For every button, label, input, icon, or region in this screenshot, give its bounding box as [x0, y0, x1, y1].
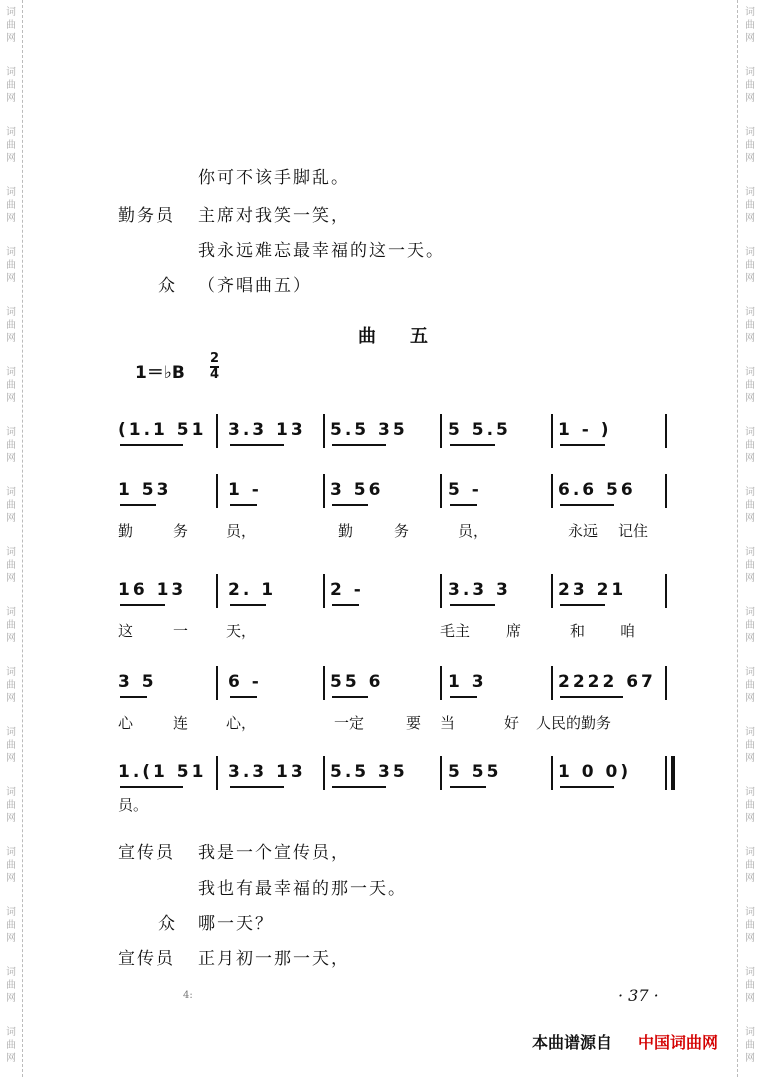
- speaker-label: 宣传员: [118, 843, 175, 863]
- lyric-word: 勤: [118, 522, 134, 540]
- beam-underline: [560, 786, 614, 788]
- bar-line: [216, 414, 218, 448]
- measure-notes: 2 -: [330, 580, 364, 600]
- watermark-text: 词 曲 网: [745, 847, 755, 884]
- watermark-text: 词 曲 网: [6, 127, 16, 164]
- watermark-text: 词 曲 网: [745, 307, 755, 344]
- measure-notes: (1.1 51: [118, 420, 207, 440]
- bar-line: [665, 474, 667, 508]
- speaker-label: 众: [158, 914, 177, 934]
- lyric-word: 好: [504, 714, 520, 732]
- bar-line: [216, 574, 218, 608]
- watermark-text: 词 曲 网: [6, 427, 16, 464]
- bar-line: [216, 474, 218, 508]
- measure-notes: 3 56: [330, 480, 384, 500]
- watermark-text: 词 曲 网: [6, 307, 16, 344]
- margin-mark: 4:: [183, 990, 193, 1001]
- speaker-label: 勤务员: [118, 206, 175, 226]
- beam-underline: [450, 604, 495, 606]
- lyric-word: 和: [570, 622, 586, 640]
- beam-underline: [120, 786, 183, 788]
- measure-notes: 3.3 13: [228, 420, 306, 440]
- lyric-word: 心: [118, 714, 134, 732]
- measure-notes: 55 6: [330, 672, 384, 692]
- beam-underline: [230, 696, 257, 698]
- measure-notes: 1.(1 51: [118, 762, 207, 782]
- watermark-text: 词 曲 网: [6, 967, 16, 1004]
- watermark-text: 词 曲 网: [745, 1027, 755, 1064]
- watermark-text: 词 曲 网: [745, 7, 755, 44]
- watermark-text: 词 曲 网: [6, 847, 16, 884]
- watermark-text: 词 曲 网: [6, 547, 16, 584]
- bar-line: [323, 474, 325, 508]
- lyric-word: 当: [440, 714, 456, 732]
- bar-line: [665, 756, 667, 790]
- key-signature: 1＝♭B: [135, 363, 185, 383]
- speaker-label: 众: [158, 276, 177, 296]
- measure-notes: 2222 67: [558, 672, 656, 692]
- dialogue-line: 我永远难忘最幸福的这一天。: [198, 241, 445, 261]
- song-title: 曲五: [358, 326, 462, 347]
- dialogue-line: 我是一个宣传员，: [198, 843, 350, 863]
- lyrics-row: [118, 620, 678, 642]
- watermark-text: 词 曲 网: [6, 67, 16, 104]
- score-row: [118, 410, 678, 454]
- measure-notes: 1 -: [228, 480, 262, 500]
- bar-line: [323, 574, 325, 608]
- measure-notes: 3.3 13: [228, 762, 306, 782]
- measure-notes: 3 5: [118, 672, 157, 692]
- lyric-word: 席: [506, 622, 522, 640]
- bar-line: [440, 666, 442, 700]
- bar-line: [323, 666, 325, 700]
- beam-underline: [560, 504, 614, 506]
- watermark-text: 词 曲 网: [745, 667, 755, 704]
- measure-notes: 1 53: [118, 480, 172, 500]
- footer-site-link[interactable]: 中国词曲网: [638, 1033, 719, 1052]
- watermark-text: 词 曲 网: [745, 907, 755, 944]
- watermark-text: 词 曲 网: [6, 7, 16, 44]
- watermark-text: 词 曲 网: [6, 1027, 16, 1064]
- lyric-word: 记住: [618, 522, 649, 540]
- measure-notes: 23 21: [558, 580, 627, 600]
- watermark-text: 词 曲 网: [745, 487, 755, 524]
- bar-line: [551, 666, 553, 700]
- footer-source-label: 本曲谱源自: [532, 1033, 613, 1052]
- watermark-text: 词 曲 网: [745, 787, 755, 824]
- watermark-text: 词 曲 网: [745, 127, 755, 164]
- measure-notes: 6.6 56: [558, 480, 636, 500]
- measure-notes: 1 - ): [558, 420, 612, 440]
- watermark-text: 词 曲 网: [745, 727, 755, 764]
- beam-underline: [560, 604, 605, 606]
- lyric-word: 咱: [620, 622, 636, 640]
- measure-notes: 5 5.5: [448, 420, 511, 440]
- lyric-word: 务: [173, 522, 189, 540]
- measure-notes: 3.3 3: [448, 580, 511, 600]
- beam-underline: [120, 444, 183, 446]
- bar-line: [665, 574, 667, 608]
- bar-line: [551, 414, 553, 448]
- beam-underline: [332, 786, 386, 788]
- lyric-word: 务: [394, 522, 410, 540]
- lyrics-row: [118, 520, 678, 542]
- lyrics-row: [118, 712, 678, 734]
- lyric-word: 员，: [458, 522, 489, 540]
- bar-line: [665, 414, 667, 448]
- bar-line: [551, 574, 553, 608]
- dialogue-line: 主席对我笑一笑，: [198, 206, 350, 226]
- bar-line: [323, 414, 325, 448]
- bar-line: [440, 414, 442, 448]
- measure-notes: 5 -: [448, 480, 482, 500]
- lyric-word: 人民的勤务: [536, 714, 612, 732]
- watermark-text: 词 曲 网: [6, 607, 16, 644]
- score-row: [118, 662, 678, 706]
- beam-underline: [230, 444, 284, 446]
- bar-line: [551, 756, 553, 790]
- beam-underline: [450, 696, 477, 698]
- measure-notes: 1 3: [448, 672, 487, 692]
- measure-notes: 5.5 35: [330, 420, 408, 440]
- lyric-word: 这: [118, 622, 134, 640]
- beam-underline: [332, 444, 386, 446]
- watermark-text: 词 曲 网: [745, 427, 755, 464]
- lyric-word: 一: [173, 622, 189, 640]
- lyric-word: 勤: [338, 522, 354, 540]
- measure-notes: 5 55: [448, 762, 502, 782]
- left-watermark-strip: [0, 0, 23, 1077]
- beam-underline: [450, 786, 486, 788]
- dialogue-line: 我也有最幸福的那一天。: [198, 879, 407, 899]
- beam-underline: [120, 696, 147, 698]
- watermark-text: 词 曲 网: [6, 187, 16, 224]
- lyrics-row: [118, 794, 678, 816]
- measure-notes: 6 -: [228, 672, 262, 692]
- watermark-text: 词 曲 网: [6, 907, 16, 944]
- measure-notes: 2. 1: [228, 580, 277, 600]
- score-row: [118, 570, 678, 614]
- lyric-word: 毛主: [440, 622, 471, 640]
- lyric-word: 员，: [226, 522, 257, 540]
- bar-line: [216, 666, 218, 700]
- watermark-text: 词 曲 网: [745, 67, 755, 104]
- lyric-word: 永远: [568, 522, 599, 540]
- dialogue-line: 哪一天？: [198, 914, 274, 934]
- watermark-text: 词 曲 网: [745, 247, 755, 284]
- right-watermark-strip: [737, 0, 760, 1077]
- beam-underline: [560, 444, 605, 446]
- score-row: [118, 470, 678, 514]
- watermark-text: 词 曲 网: [745, 547, 755, 584]
- lyric-word: 一定: [334, 714, 365, 732]
- lyric-word: 连: [173, 714, 189, 732]
- lyric-word: 心，: [226, 714, 257, 732]
- watermark-text: 词 曲 网: [745, 187, 755, 224]
- watermark-text: 词 曲 网: [745, 367, 755, 404]
- measure-notes: 1 0 0): [558, 762, 632, 782]
- beam-underline: [332, 604, 359, 606]
- bar-line: [665, 666, 667, 700]
- beam-underline: [450, 444, 495, 446]
- beam-underline: [332, 696, 368, 698]
- dialogue-line: 你可不该手脚乱。: [198, 168, 350, 188]
- bar-line: [440, 756, 442, 790]
- watermark-text: 词 曲 网: [6, 667, 16, 704]
- beam-underline: [332, 504, 368, 506]
- measure-notes: 16 13: [118, 580, 187, 600]
- dialogue-line: 正月初一那一天，: [198, 949, 350, 969]
- bar-line: [671, 756, 675, 790]
- beam-underline: [230, 786, 284, 788]
- lyric-word: 天，: [226, 622, 257, 640]
- time-signature: $\frac{2}{4}$: [210, 351, 220, 382]
- watermark-text: 词 曲 网: [6, 367, 16, 404]
- speaker-label: 宣传员: [118, 949, 175, 969]
- beam-underline: [120, 504, 156, 506]
- bar-line: [440, 574, 442, 608]
- watermark-text: 词 曲 网: [745, 607, 755, 644]
- watermark-text: 词 曲 网: [6, 487, 16, 524]
- watermark-text: 词 曲 网: [6, 727, 16, 764]
- beam-underline: [450, 504, 477, 506]
- measure-notes: 5.5 35: [330, 762, 408, 782]
- watermark-text: 词 曲 网: [6, 787, 16, 824]
- bar-line: [323, 756, 325, 790]
- bar-line: [551, 474, 553, 508]
- watermark-text: 词 曲 网: [6, 247, 16, 284]
- beam-underline: [120, 604, 165, 606]
- watermark-text: 词 曲 网: [745, 967, 755, 1004]
- stage-direction: （齐唱曲五）: [198, 276, 312, 296]
- lyric-word: 员。: [118, 796, 149, 814]
- bar-line: [440, 474, 442, 508]
- beam-underline: [560, 696, 623, 698]
- lyric-word: 要: [406, 714, 422, 732]
- beam-underline: [230, 504, 257, 506]
- beam-underline: [230, 604, 266, 606]
- bar-line: [216, 756, 218, 790]
- score-row: [118, 752, 678, 796]
- page-number: · 37 ·: [618, 986, 659, 1005]
